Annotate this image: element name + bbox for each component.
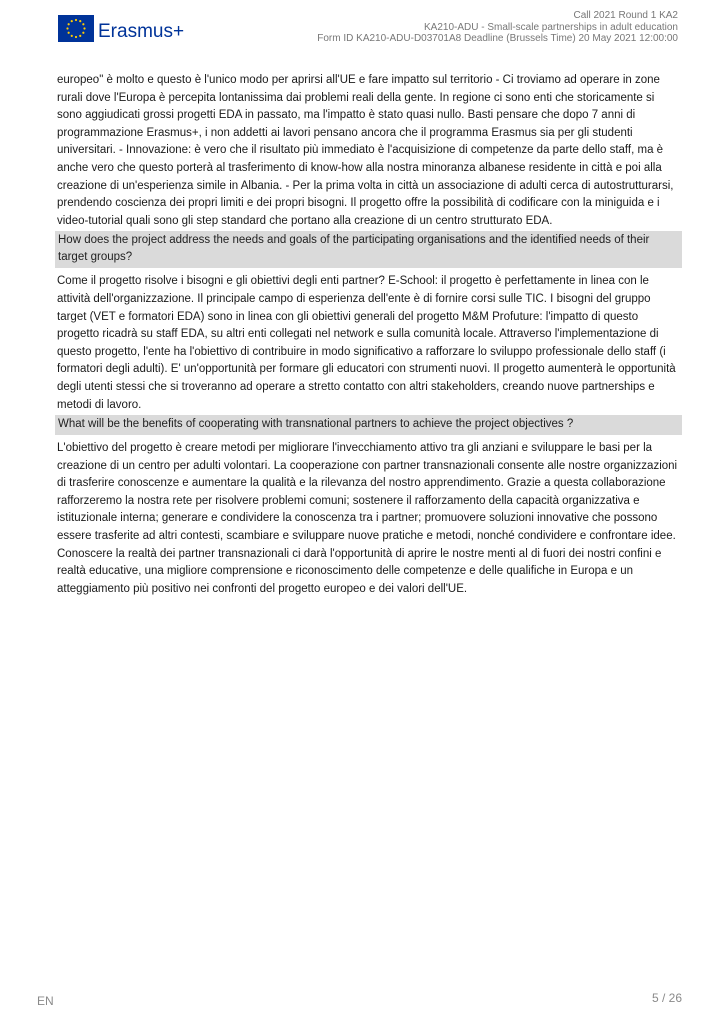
eu-star-icon <box>75 19 77 21</box>
call-round: Call 2021 Round 1 KA2 <box>573 10 678 21</box>
page-header <box>0 0 724 52</box>
form-content <box>55 72 682 598</box>
eu-star-icon <box>79 35 81 37</box>
page-number: 5 / 26 <box>651 991 682 1005</box>
eu-star-icon <box>79 20 81 22</box>
eu-star-icon <box>82 23 84 25</box>
eu-star-icon <box>71 20 73 22</box>
question-transnational-benefits: What will be the benefits of cooperating with transnational partners to achieve the project objectives ? <box>55 415 682 435</box>
eu-star-icon <box>75 36 77 38</box>
answer-needs-goals: Come il progetto risolve i bisogni e gli obiettivi degli enti partner? E-School: il progetto è perfettamente in linea con le attività dell'organizzazione. Il principale campo di esperienza dell'ente è di fornire corsi sulle TIC. I bisogni del gruppo target (VET e formatori EDA) sono in linea con gli obiettivi generali del progetto M&M Profuture: l'impatto di questo progetto ricadrà su staff EDA, su altri enti collegati nel network e sulla comunità locale. Attraverso l'implementazione di questo progetto, l'ente ha l'obiettivo di contribuire in modo significativo a rafforzare lo sviluppo professionale dello staff (i formatori degli adulti). E' un'opportunità per formare gli educatori con strumenti nuovi. Il progetto aumenterà le opportunità degli utenti stessi che si troveranno ad operare a stretto contatto con altri stakeholders, creando nuove partnerships e metodi di lavoro. <box>57 275 676 411</box>
eu-star-icon <box>68 23 70 25</box>
language-code: EN <box>37 994 54 1008</box>
answer-transnational-benefits: L'obiettivo del progetto è creare metodi per migliorare l'invecchiamento attivo tra gli anziani e sviluppare le basi per la creazione di un centro per adulti volontari. La cooperazione con partner transnazionali consente alle nostre organizzazioni di trasferire conoscenze e aumentare la qualità e la rilevanza del nostro apprendimento. Grazie a questa collaborazione rafforzeremo la nostra rete per risolvere problemi comuni; sostenere il rafforzamento della capacità organizzativa e istituzionale interna; generare e condividere la conoscenza tra i partner; promuovere soluzioni innovative che possono essere trasferite ad altri contesti, scambiare e sviluppare nuove pratiche e metodi, nonché condividere e confrontare idee. Conoscere la realtà dei partner transnazionali ci darà l'opportunità di aprire le nostre menti al di fuori dei nostri confini e realtà educative, una migliore comprensione e riconoscimento delle competenze e delle qualifiche in Europa e un atteggiamento più positivo nei confronti del progetto europeo e dei valori dell'UE. <box>57 442 678 595</box>
form-id-deadline: Form ID KA210-ADU-D03701A8 Deadline (Brussels Time) 20 May 2021 12:00:00 <box>317 33 678 44</box>
form-info <box>238 10 678 45</box>
eu-star-icon <box>82 32 84 34</box>
answer-text-continued: europeo" è molto e questo è l'unico modo per aprirsi all'UE e fare impatto sul territorio - Ci troviamo ad operare in zone rurali dove l'Europa è percepita lontanissima dai problemi reali della gente. In regione ci sono enti che storicamente si sono aggiudicati grossi progetti EDA in passato, ma l'impatto è stato quasi nullo. Basti pensare che dopo 7 anni di programmazione Erasmus+, i non addetti ai lavori pensano ancora che il programma Erasmus sia per gli studenti universitari. - Innovazione: è vero che il risultato più immediato è l'acquisizione di competenze da parte dello staff, ma è anche vero che questo porterà al trasferimento di know-how alla nostra minoranza albanese residente in città e poi alla creazione di un'esperienza simile in Albania. - Per la prima volta in città un associazione di adulti cerca di autostrutturarsi, prendendo coscienza dei propri limiti e dei propri bisogni. Il progetto offre la possibilità di codificare con la miniguida e i video-tutorial quali sono gli step standard che portano alla creazione di un centro strutturato EDA. <box>57 74 674 227</box>
eu-star-icon <box>66 27 68 29</box>
erasmus-logo <box>58 15 190 45</box>
question-needs-goals: How does the project address the needs and goals of the participating organisations and the identified needs of their target groups? <box>55 231 682 268</box>
eu-star-icon <box>83 27 85 29</box>
eu-star-icon <box>68 32 70 34</box>
logo-text: Erasmus+ <box>98 21 185 42</box>
action-type: KA210-ADU - Small-scale partnerships in adult education <box>423 21 678 33</box>
eu-star-icon <box>71 35 73 37</box>
eu-flag-icon <box>58 15 190 45</box>
